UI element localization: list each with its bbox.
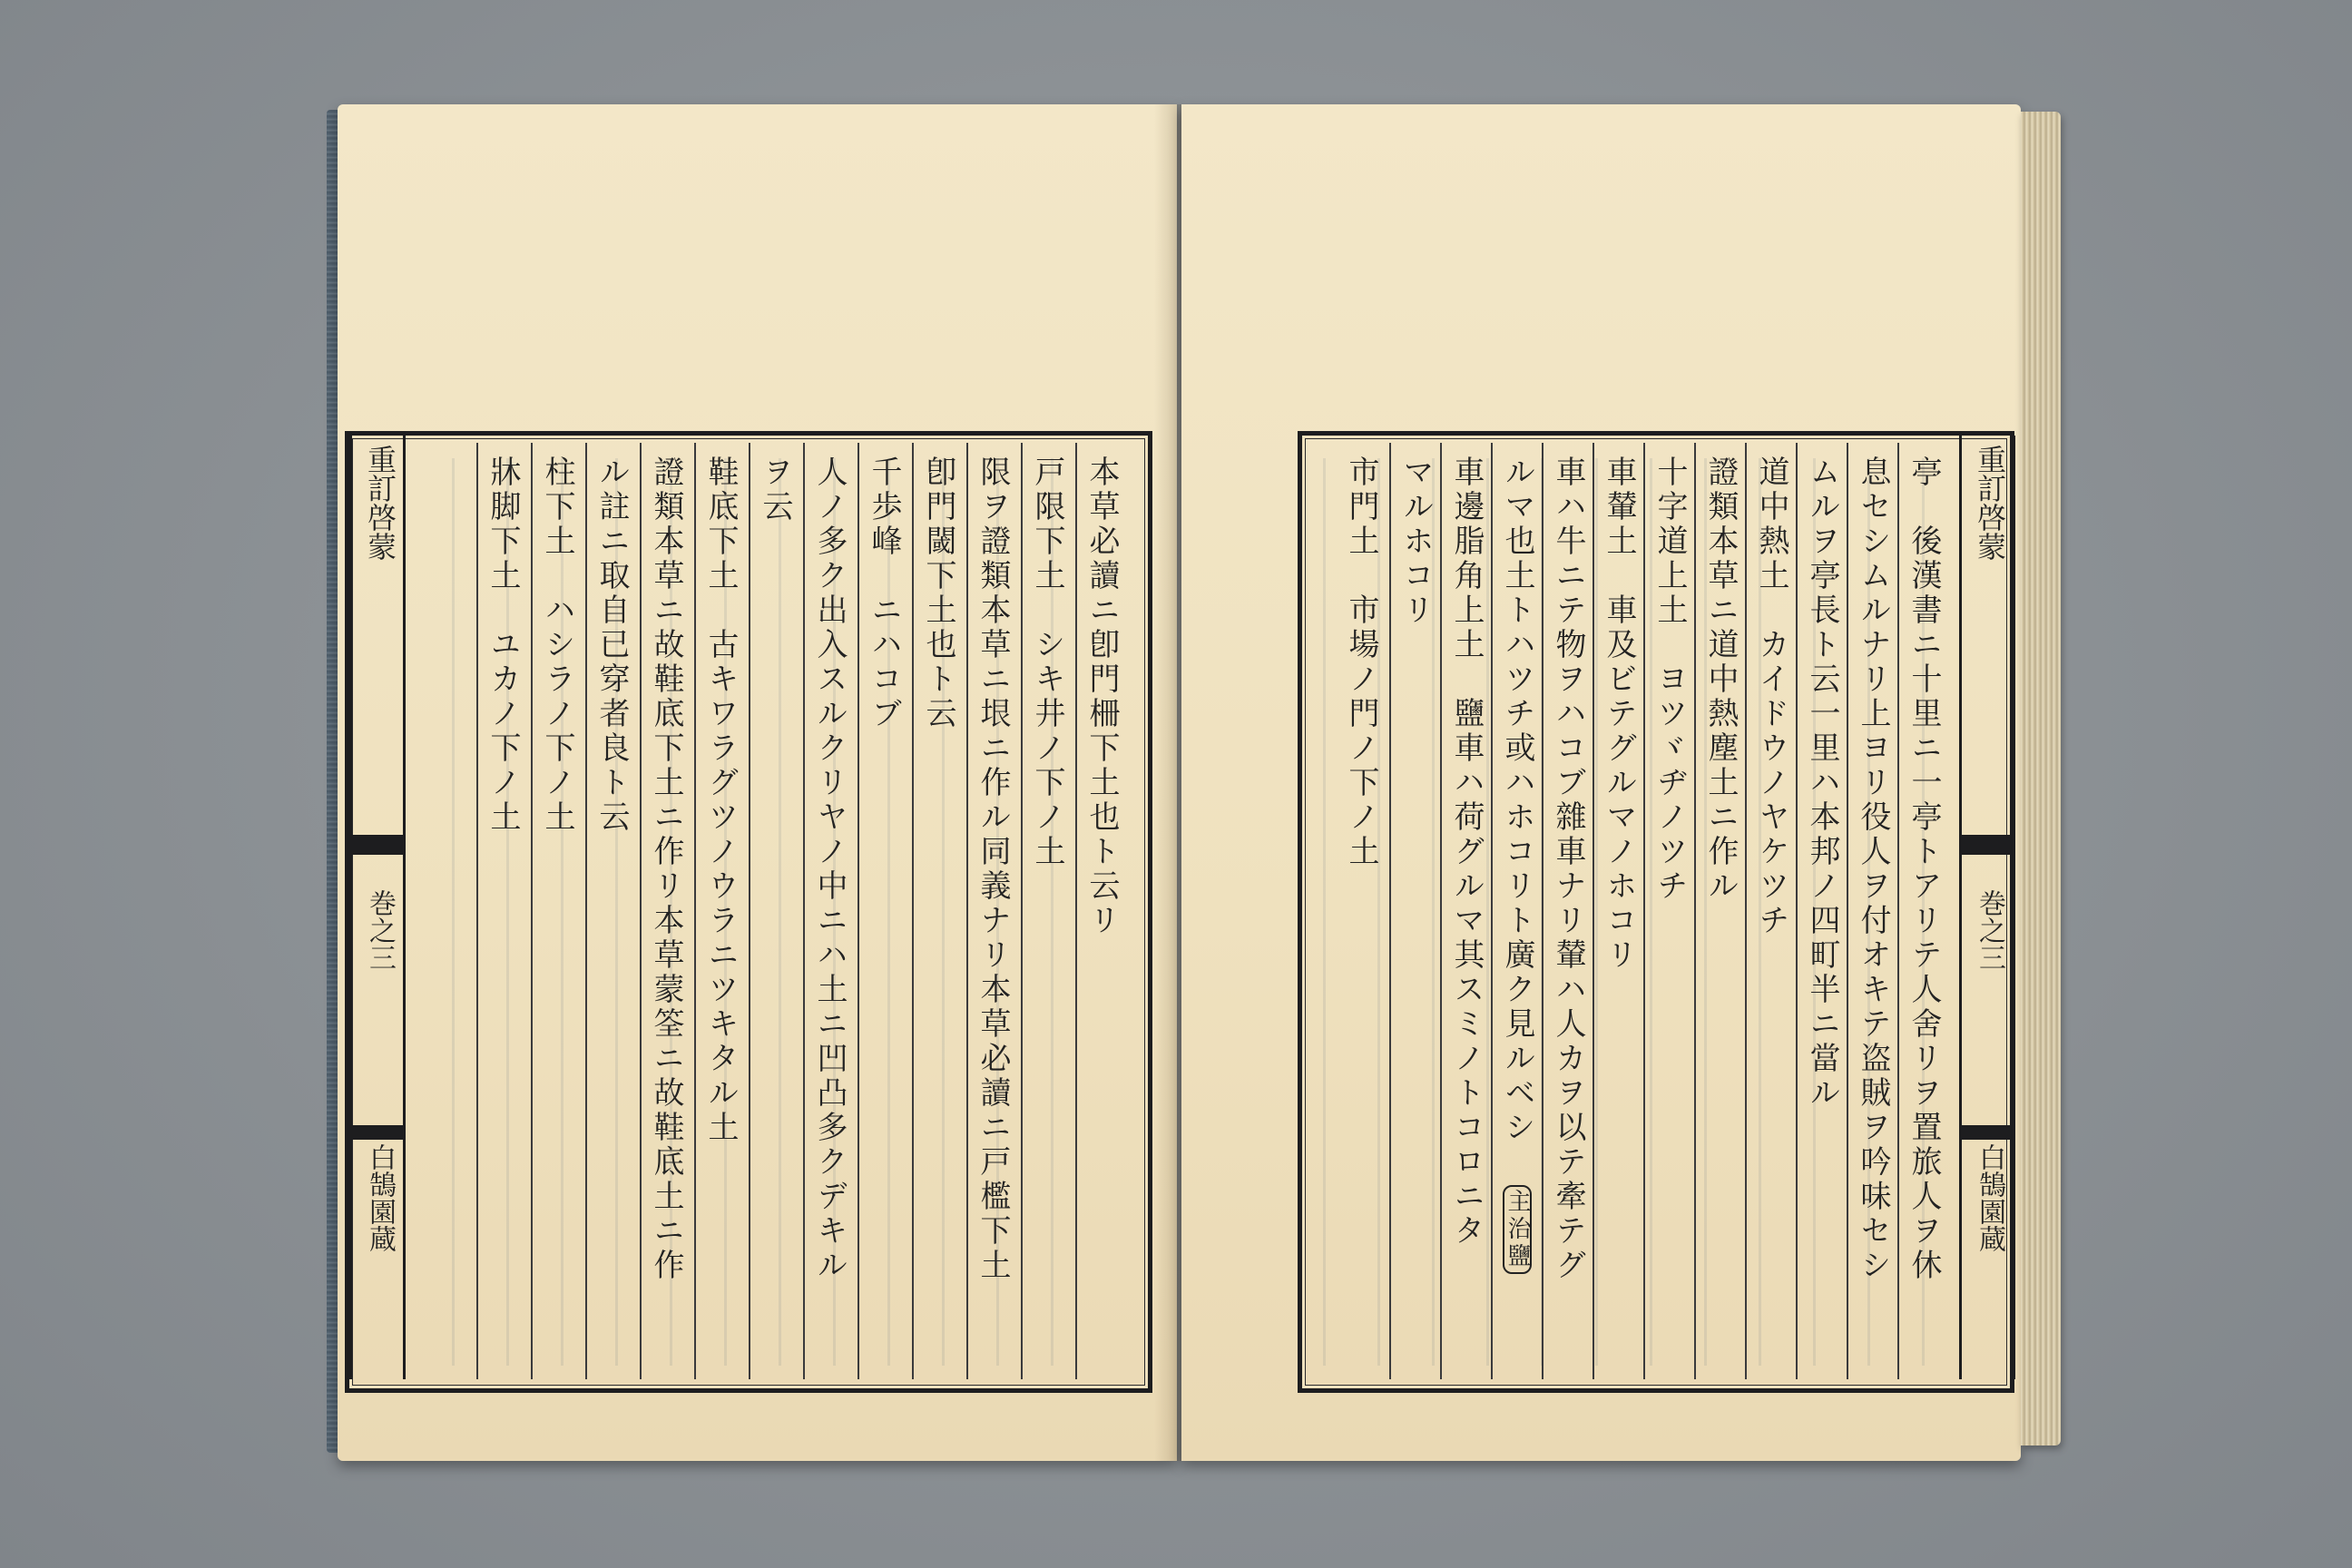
column-rule	[1796, 443, 1798, 1379]
right-column-11: マルホコリ	[1397, 456, 1434, 628]
column-rule	[1021, 443, 1023, 1379]
banner-title: 重訂啓蒙	[1973, 445, 2007, 561]
left-column-10: ル註ニ取自已穿者良ト云	[593, 456, 630, 835]
banner-publisher: 白鵠園蔵	[364, 1143, 396, 1252]
banner-publisher: 白鵠園蔵	[1974, 1143, 2005, 1252]
left-page-banner	[349, 436, 406, 1379]
left-text-frame	[345, 431, 1152, 1393]
column-rule	[1592, 443, 1594, 1379]
banner-volume: 巻之三	[364, 889, 396, 971]
column-rule	[1440, 443, 1442, 1379]
column-rule	[531, 443, 533, 1379]
column-rule	[1694, 443, 1696, 1379]
fishtail-mark	[1962, 1125, 2013, 1140]
banner-volume: 巻之三	[1974, 889, 2005, 971]
banner-title: 重訂啓蒙	[363, 445, 397, 561]
left-column-11: 柱下土 ハシラノ下ノ土	[539, 456, 575, 835]
column-rule	[1745, 443, 1747, 1379]
column-rule	[1897, 443, 1899, 1379]
right-column-8: 車ハ牛ニテ物ヲハコブ雜車ナリ輦ハ人カヲ以テ牽テグ	[1550, 456, 1586, 1283]
left-column-6: 人ノ多ク出入スルクリヤノ中ニハ土ニ凹凸多クデキル	[811, 456, 848, 1283]
column-rule	[694, 443, 696, 1379]
column-rule	[1542, 443, 1544, 1379]
column-rule	[476, 443, 478, 1379]
right-column-5: 證類本草ニ道中熱塵土ニ作ル	[1702, 456, 1739, 904]
left-column-3: 限ヲ證類本草ニ垠ニ作ル同義ナリ本草必讀ニ戸檻下土	[975, 456, 1011, 1283]
column-rule	[912, 443, 914, 1379]
fishtail-mark	[1962, 835, 2013, 855]
fishtail-mark	[352, 1125, 403, 1140]
left-column-9: 證類本草ニ故鞋底下土ニ作リ本草蒙筌ニ故鞋底土ニ作	[648, 456, 684, 1283]
column-rule	[1491, 443, 1493, 1379]
column-rule	[858, 443, 859, 1379]
left-column-12: 牀脚下土 ユカノ下ノ土	[485, 456, 521, 835]
column-rule	[585, 443, 587, 1379]
left-column-8: 鞋底下土 古キワラグツノウラニツキタル土	[702, 456, 739, 1145]
left-column-1: 本草必讀ニ卽門柵下土也ト云リ	[1083, 456, 1120, 938]
column-rule	[966, 443, 968, 1379]
right-column-9-text: ルマ也土トハツチ或ハホコリト廣ク見ルベシ	[1499, 456, 1535, 1145]
book-edge-right	[2021, 112, 2061, 1446]
left-page	[338, 104, 1177, 1461]
column-rule	[1075, 443, 1077, 1379]
right-column-9	[1499, 445, 1535, 1388]
column-rule	[1847, 443, 1848, 1379]
open-book	[338, 104, 2062, 1461]
left-column-5: 千歩峰 ニハコブ	[866, 456, 902, 731]
right-column-7: 車輦土 車及ビテグルマノホコリ	[1601, 456, 1637, 973]
column-rule	[803, 443, 805, 1379]
right-column-1: 亭 後漢書ニ十里ニ一亭トアリテ人舍リヲ置旅人ヲ休	[1906, 456, 1942, 1283]
right-column-10: 車邊脂角上土 鹽車ハ荷グルマ其スミノトコロニタ	[1448, 456, 1485, 1249]
left-column-4: 卽門閾下土也ト云	[920, 456, 956, 731]
annotation-box: 主治鹽	[1503, 1185, 1532, 1274]
column-rule	[1643, 443, 1645, 1379]
left-column-7: ヲ云	[757, 456, 793, 524]
column-rule	[749, 443, 750, 1379]
right-column-6: 十字道上土 ヨツヾヂノツチ	[1651, 456, 1688, 904]
right-page-banner	[1959, 436, 2015, 1379]
right-column-2: 息セシムルナリ上ヨリ役人ヲ付オキテ盗賊ヲ吟味セシ	[1855, 456, 1891, 1283]
right-column-12: 市門土 市場ノ門ノ下ノ土	[1343, 456, 1379, 869]
column-rule	[640, 443, 642, 1379]
left-column-2: 戸限下土 シキ井ノ下ノ土	[1029, 456, 1065, 869]
right-column-4: 道中熱土 カイドウノヤケツチ	[1753, 456, 1789, 938]
column-rule	[1389, 443, 1391, 1379]
fishtail-mark	[352, 835, 403, 855]
right-column-3: ムルヲ亭長ト云一里ハ本邦ノ四町半ニ當ル	[1804, 456, 1840, 1111]
right-text-frame	[1298, 431, 2014, 1393]
